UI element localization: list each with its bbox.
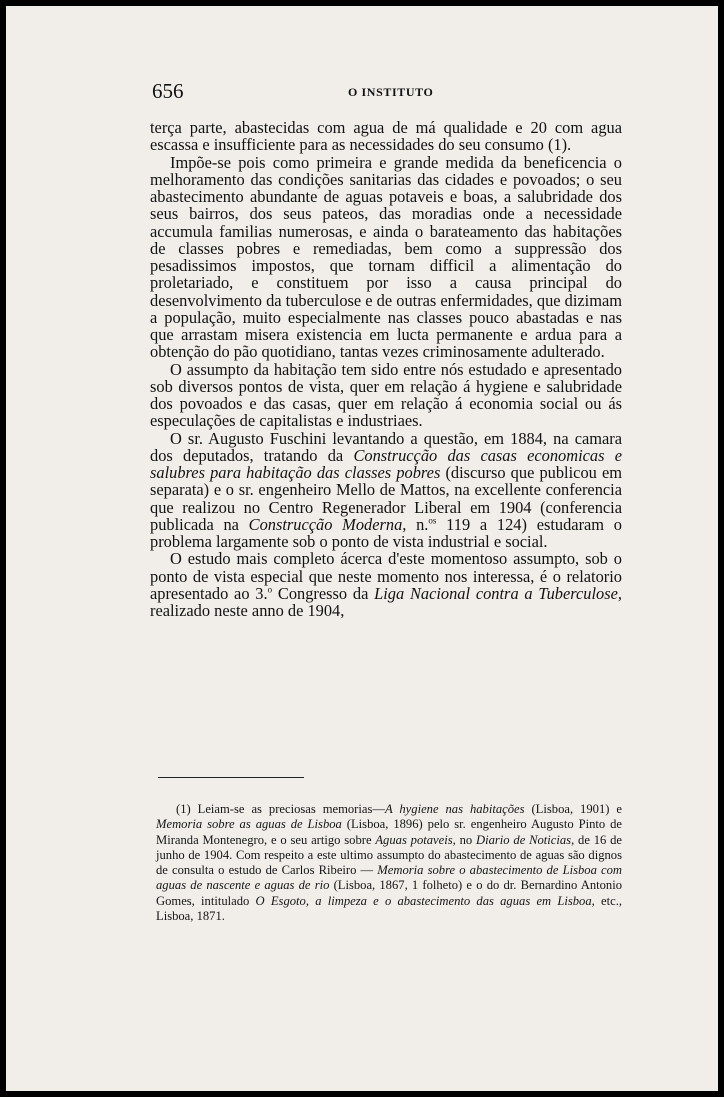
footnote-rule xyxy=(158,777,304,778)
book-page xyxy=(6,6,718,1091)
italic-text: Construcção das casas economicas e salubres para habitação das classes pobres xyxy=(150,445,622,482)
text-run: terça parte, abastecidas com agua de má qualidade e 20 com agua escassa e insufficiente para as necessidades do seu consumo (1). xyxy=(150,118,622,155)
paragraph-2 xyxy=(150,154,622,361)
text-run: O estudo mais completo ácerca d'este momentoso assumpto, sob o ponto de vista especial que neste momento nos interessa, é o relatorio apresentado ao 3. xyxy=(150,549,622,603)
text-run: realizado neste anno de 1904, xyxy=(150,601,345,620)
text-run: 119 a 124) estudaram o problema largamente sob o ponto de vista industrial e social. xyxy=(150,514,622,551)
page-header xyxy=(152,79,622,103)
text-run: etc., Lisboa, 1871. xyxy=(156,893,622,924)
superscript: os xyxy=(428,515,437,526)
italic-text: Diario de Noticias, xyxy=(476,832,575,847)
italic-text: Memoria sobre o abastecimento de Lisboa com aguas de nascente e aguas de rio xyxy=(156,863,622,893)
footnote xyxy=(156,802,622,924)
text-run: (discurso que publicou em separata) e o sr. engenheiro Mello de Mattos, na excellente conferencia que realizou no Centro Regenerador Liberal em 1904 (conferencia publicada na xyxy=(150,463,622,534)
text-run: Impõe-se pois como primeira e grande medida da beneficencia o melhoramento das condições sanitarias das cidades e povoados; o seu abastecimento abundante de aguas potaveis e boas, a salubridade dos seus bairros, dos seus pateos, das moradias onde a necessidade accumula familias numerosas, e ainda o barateamento das habitações de classes pobres e remediadas, bem como a suppressão dos pesadissimos impostos, que tornam difficil a alimentação do proletariado, e constituem por isso a causa principal do desenvolvimento da tuberculose e de outras enfermidades, que dizimam a população, muito especialmente nas classes pouco abastadas e nas que arrastam misera existencia em lucta permanente e ardua para a obtenção do pão quotidiano, tantas vezes criminosamente adulterado. xyxy=(150,152,622,362)
text-run: Congresso da xyxy=(272,583,375,603)
text-run: de 16 de junho de 1904. Com respeito a este ultimo assumpto do abastecimento de aguas são dignos de consulta o estudo de Carlos Ribeiro — xyxy=(156,832,623,878)
paragraph-4 xyxy=(150,430,622,551)
text-run: (1) Leiam-se as preciosas memorias— xyxy=(176,802,385,816)
italic-text: Aguas potaveis, xyxy=(375,832,456,847)
italic-text: Liga Nacional contra a Tuberculose, xyxy=(374,583,623,603)
text-run: no xyxy=(455,832,476,847)
text-run: (Lisboa, 1867, 1 folheto) e o do dr. Bernardino Antonio Gomes, intitulado xyxy=(156,878,623,908)
paragraph-1 xyxy=(150,119,622,154)
footnote-text xyxy=(156,802,622,924)
italic-text: O Esgoto, a limpeza e o abastecimento das aguas em Lisboa, xyxy=(255,893,595,908)
page-number: 656 xyxy=(152,79,184,103)
text-run: (Lisboa, 1901) e xyxy=(524,802,622,816)
italic-text: Memoria sobre as aguas de Lisboa xyxy=(156,817,342,832)
running-head: O INSTITUTO xyxy=(348,85,434,99)
paragraph-5 xyxy=(150,550,622,619)
text-run: (Lisboa, 1896) pelo sr. engenheiro Augusto Pinto de Miranda Montenegro, e o seu artigo sobre xyxy=(156,817,622,847)
text-run: O sr. Augusto Fuschini levantando a questão, em 1884, na camara dos deputados, tratando da xyxy=(150,428,622,465)
text-run: n. xyxy=(406,514,429,534)
superscript: o xyxy=(267,584,273,595)
italic-text: A hygiene nas habitações xyxy=(384,802,525,816)
paragraph-3 xyxy=(150,361,622,430)
italic-text: Construcção Moderna, xyxy=(248,514,407,534)
text-run: O assumpto da habitação tem sido entre nós estudado e apresentado sob diversos pontos de vista, quer em relação á hygiene e salubridade dos povoados e das casas, quer em relação á economia social ou ás especulações de capitalistas e industriaes. xyxy=(150,359,622,431)
body-text xyxy=(150,119,622,619)
